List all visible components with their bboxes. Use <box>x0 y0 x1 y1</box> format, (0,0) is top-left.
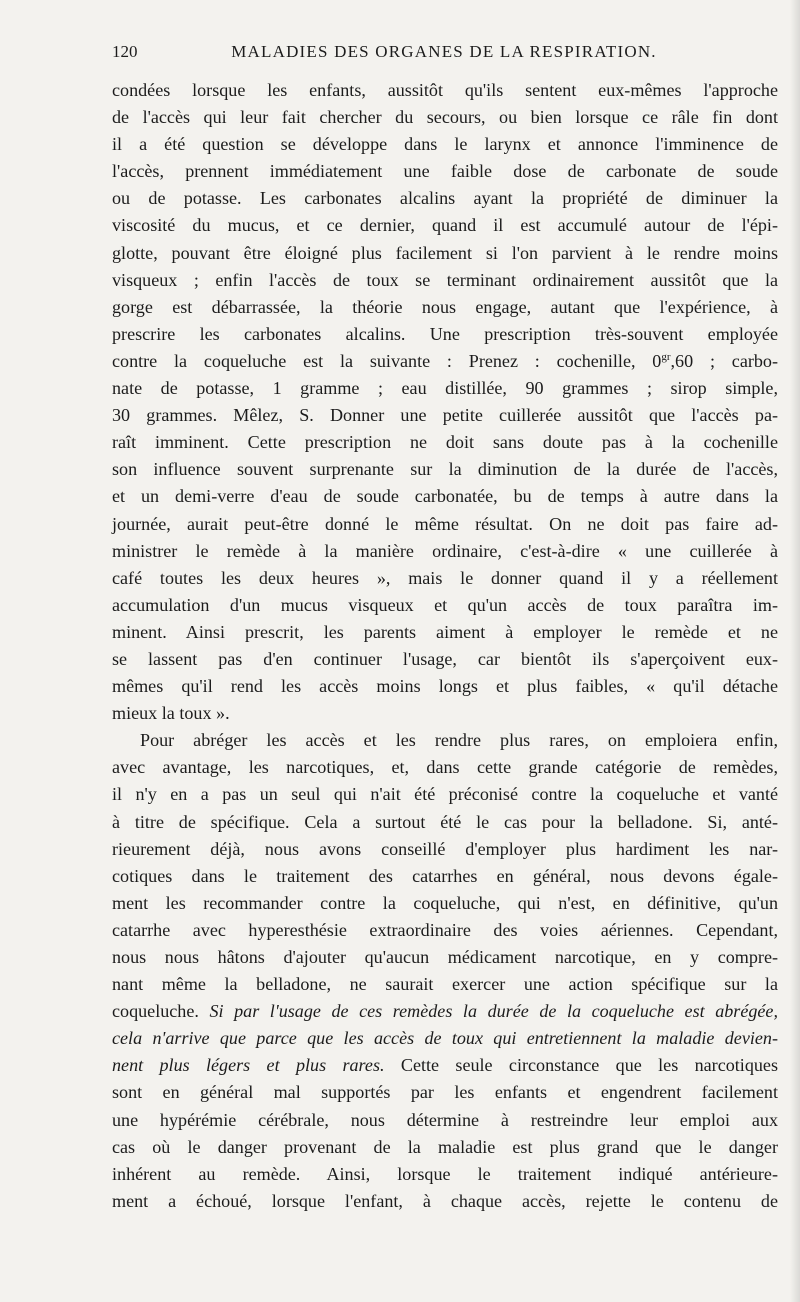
page-number: 120 <box>112 42 138 61</box>
text-line: raît imminent. Cette prescription ne doit sans doute pas à la cochenille <box>112 432 778 453</box>
running-title: MALADIES DES ORGANES DE LA RESPIRATION. <box>231 42 657 61</box>
text-line: avec avantage, les narcotiques, et, dans cette grande catégorie de remèdes, <box>112 757 778 778</box>
text-line: gorge est débarrassée, la théorie nous engage, autant que l'expérience, à <box>112 296 778 317</box>
text-line <box>112 1052 778 1079</box>
text-line: nate de potasse, 1 gramme ; eau distillée, 90 grammes ; sirop simple, <box>112 378 778 399</box>
text-line: il n'y en a pas un seul qui n'ait été préconisé contre la coqueluche et vanté <box>112 784 778 805</box>
text-run: Cette seule circonstance que les narcotiques <box>384 1055 778 1076</box>
text-line: son influence souvent surprenante sur la diminution de la durée de l'accès, <box>112 459 778 480</box>
text-line: ment les recommander contre la coqueluche, qui n'est, en définitive, qu'un <box>112 892 778 913</box>
text-line: nant même la belladone, ne saurait exercer une action spécifique sur la <box>112 974 778 995</box>
page-edge-shadow <box>790 0 800 1302</box>
text-line: journée, aurait peut-être donné le même résultat. On ne doit pas faire ad- <box>112 513 778 534</box>
text-line: accumulation d'un mucus visqueux et qu'un accès de toux paraîtra im- <box>112 594 778 615</box>
text-line: cotiques dans le traitement des catarrhes en général, nous devons égale- <box>112 865 778 886</box>
text-line: rieurement déjà, nous avons conseillé d'employer plus hardiment les nar- <box>112 838 778 859</box>
text-line: ministrer le remède à la manière ordinaire, c'est-à-dire « une cuillerée à <box>112 540 778 561</box>
text-line: l'accès, prennent immédiatement une faible dose de carbonate de soude <box>112 161 778 182</box>
italic-run: nent plus légers et plus rares. <box>112 1055 385 1076</box>
text-run: coqueluche. <box>112 1001 210 1022</box>
text-line: sont en général mal supportés par les enfants et engendrent facilement <box>112 1082 778 1103</box>
text-line: une hypérémie cérébrale, nous détermine à restreindre leur emploi aux <box>112 1109 778 1130</box>
paragraph-2 <box>112 727 778 1215</box>
paragraph-1 <box>112 77 778 727</box>
text-line: glotte, pouvant être éloigné plus facilement si l'on parvient à le rendre moins <box>112 242 778 263</box>
text-line: prescrire les carbonates alcalins. Une prescription très-souvent employée <box>112 323 778 344</box>
superscript-unit: gr <box>661 350 671 363</box>
text-line: minent. Ainsi prescrit, les parents aiment à employer le remède et ne <box>112 621 778 642</box>
running-header <box>112 42 776 66</box>
text-line: café toutes les deux heures », mais le donner quand il y a réellement <box>112 567 778 588</box>
italic-run: Si par l'usage de ces remèdes la durée de la coqueluche est abrégée, <box>209 1001 778 1022</box>
text-line: visqueux ; enfin l'accès de toux se terminant ordinairement aussitôt que la <box>112 269 778 290</box>
text-line: catarrhe avec hyperesthésie extraordinaire des voies aériennes. Cependant, <box>112 919 778 940</box>
text-line: cas où le danger provenant de la maladie est plus grand que le danger <box>112 1136 778 1157</box>
text-line: à titre de spécifique. Cela a surtout été le cas pour la belladone. Si, anté- <box>112 811 778 832</box>
text-line: Pour abréger les accès et les rendre plus rares, on emploiera enfin, <box>140 730 778 751</box>
text-line: mêmes qu'il rend les accès moins longs et plus faibles, « qu'il détache <box>112 676 778 697</box>
text-line: il a été question se développe dans le larynx et annonce l'imminence de <box>112 134 778 155</box>
text-line: contre la coqueluche est la suivante : Prenez : cochenille, $0^{gr},60$ ; carbo- <box>112 350 778 371</box>
text-line: inhérent au remède. Ainsi, lorsque le traitement indiqué antérieure- <box>112 1163 778 1184</box>
body-text <box>112 77 778 1215</box>
text-line: mieux la toux ». <box>112 703 230 724</box>
italic-line: cela n'arrive que parce que les accès de toux qui entretiennent la maladie devien- <box>112 1028 778 1049</box>
text-line: se lassent pas d'en continuer l'usage, car bientôt ils s'aperçoivent eux- <box>112 648 778 669</box>
text-line: ou de potasse. Les carbonates alcalins ayant la propriété de diminuer la <box>112 188 778 209</box>
text-line: de l'accès qui leur fait chercher du secours, ou bien lorsque ce râle fin dont <box>112 107 778 128</box>
text-line <box>112 998 778 1025</box>
text-line: et un demi-verre d'eau de soude carbonatée, bu de temps à autre dans la <box>112 486 778 507</box>
text-line: viscosité du mucus, et ce dernier, quand il est accumulé autour de l'épi- <box>112 215 778 236</box>
text-line: nous nous hâtons d'ajouter qu'aucun médicament narcotique, en y compre- <box>112 947 778 967</box>
text-line: 30 grammes. Mêlez, S. Donner une petite cuillerée aussitôt que l'accès pa- <box>112 405 778 426</box>
text-line: condées lorsque les enfants, aussitôt qu'ils sentent eux-mêmes l'approche <box>112 80 778 100</box>
text-line: ment a échoué, lorsque l'enfant, à chaque accès, rejette le contenu de <box>112 1190 778 1211</box>
